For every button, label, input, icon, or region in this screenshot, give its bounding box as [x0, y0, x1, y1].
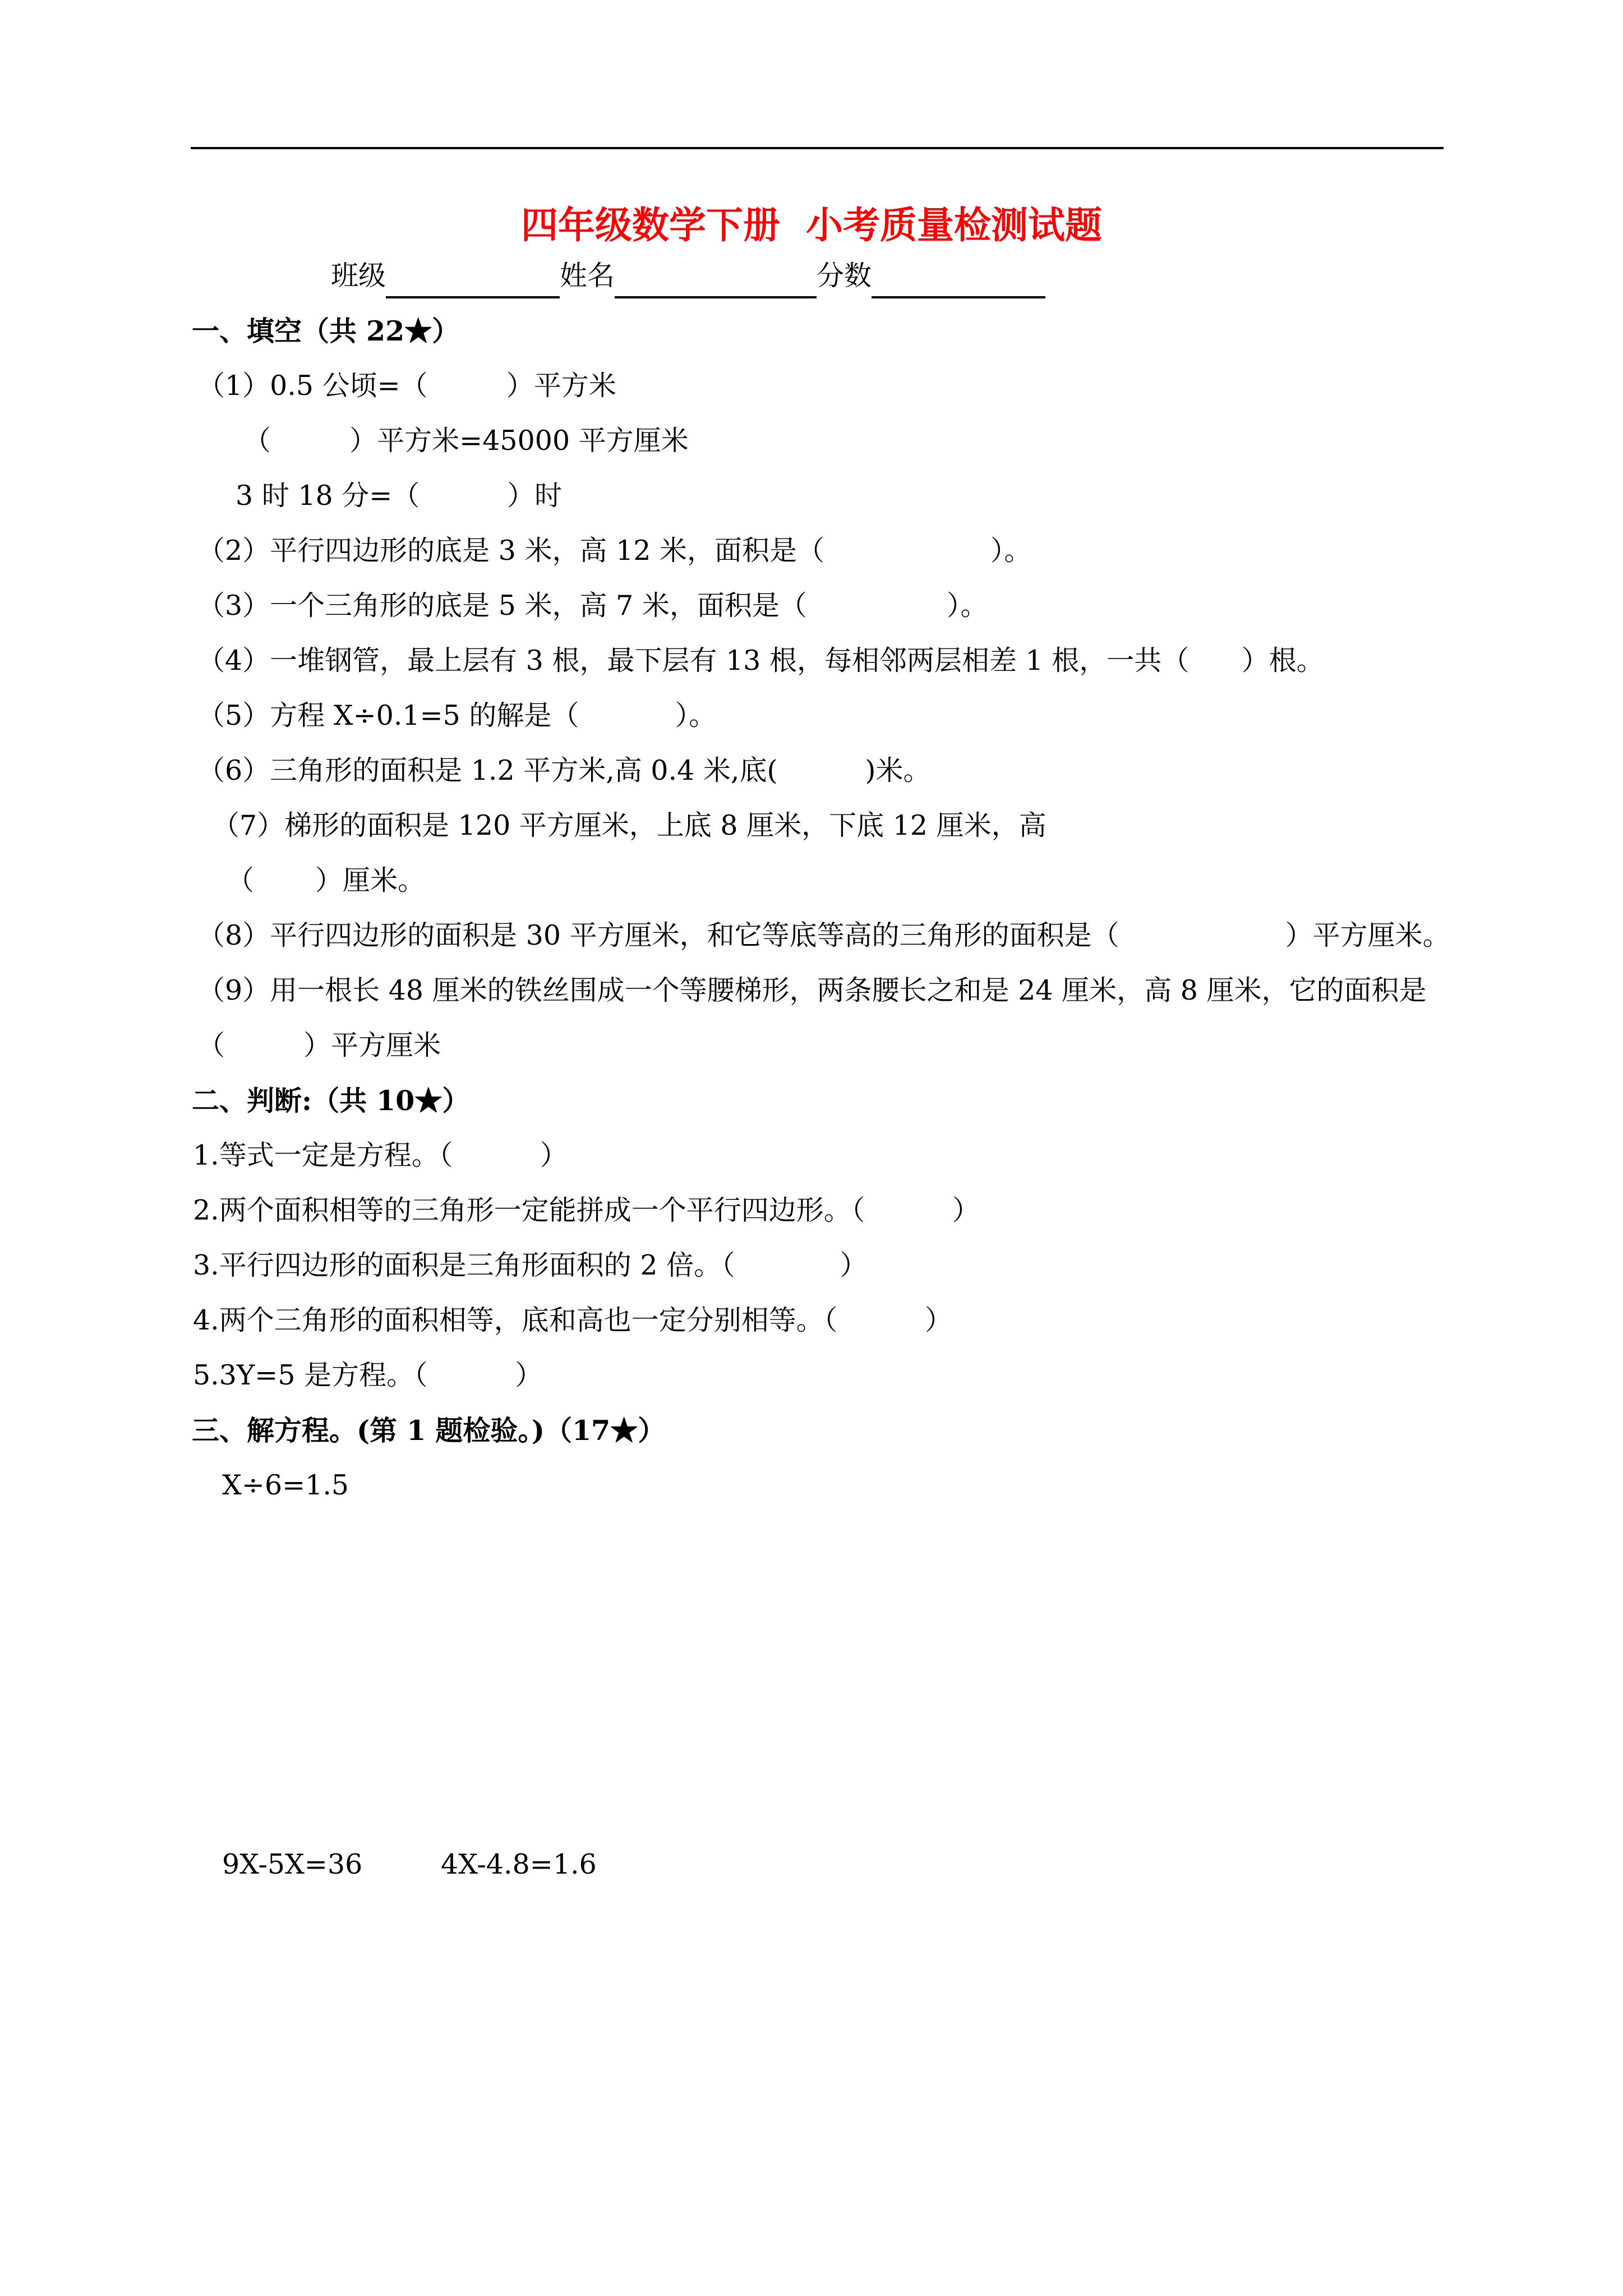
- equation-1: X÷6=1.5: [222, 1469, 349, 1501]
- question-line: （9）用一根长 48 厘米的铁丝围成一个等腰梯形，两条腰长之和是 24 厘米，高 8 厘米，它的面积是: [197, 974, 1427, 1006]
- judgment-line: 2.两个面积相等的三角形一定能拼成一个平行四边形。（ ）: [193, 1194, 980, 1226]
- question-line: （5）方程 X÷0.1=5 的解是（ ）。: [197, 700, 717, 731]
- page-title: 四年级数学下册 小考质量检测试题: [521, 203, 1102, 247]
- question-line: （ ）平方厘米: [197, 1029, 441, 1061]
- section1-heading: 一、填空（共 22★）: [192, 315, 460, 347]
- question-line: （1）0.5 公顷=（ ）平方米: [197, 370, 616, 402]
- question-line: （7）梯形的面积是 120 平方厘米，上底 8 厘米，下底 12 厘米，高: [212, 809, 1046, 841]
- equation-3: 4X-4.8=1.6: [441, 1848, 597, 1880]
- score-field[interactable]: [872, 263, 1045, 298]
- name-field[interactable]: [615, 263, 817, 298]
- judgment-line: 5.3Y=5 是方程。（ ）: [193, 1359, 543, 1391]
- score-label: 分数: [817, 260, 872, 292]
- question-line: （2）平行四边形的底是 3 米，高 12 米，面积是（ ）。: [197, 535, 1032, 567]
- class-field[interactable]: [386, 263, 560, 298]
- judgment-line: 1.等式一定是方程。（ ）: [193, 1139, 568, 1171]
- question-line: （6）三角形的面积是 1.2 平方米,高 0.4 米,底( )米。: [197, 754, 931, 786]
- top-rule: [191, 147, 1444, 149]
- section3-heading: 三、解方程。(第 1 题检验。)（17★）: [192, 1414, 666, 1447]
- question-line: （ ）厘米。: [227, 864, 426, 896]
- student-info-row: [331, 254, 1045, 298]
- question-line: （8）平行四边形的面积是 30 平方厘米，和它等底等高的三角形的面积是（ ）平方厘米。: [197, 919, 1450, 951]
- question-line: 3 时 18 分=（ ）时: [236, 480, 562, 512]
- question-line: （ ）平方米=45000 平方厘米: [243, 425, 689, 457]
- section2-heading: 二、判断:（共 10★）: [192, 1084, 470, 1117]
- equation-2: 9X-5X=36: [222, 1848, 363, 1880]
- class-label: 班级: [331, 260, 386, 292]
- judgment-line: 4.两个三角形的面积相等，底和高也一定分别相等。（ ）: [193, 1304, 953, 1336]
- question-line: （3）一个三角形的底是 5 米，高 7 米，面积是（ ）。: [197, 590, 988, 622]
- name-label: 姓名: [560, 260, 615, 292]
- question-line: （4）一堆钢管，最上层有 3 根，最下层有 13 根，每相邻两层相差 1 根，一共（ ）根。: [197, 645, 1324, 677]
- judgment-line: 3.平行四边形的面积是三角形面积的 2 倍。（ ）: [193, 1249, 868, 1281]
